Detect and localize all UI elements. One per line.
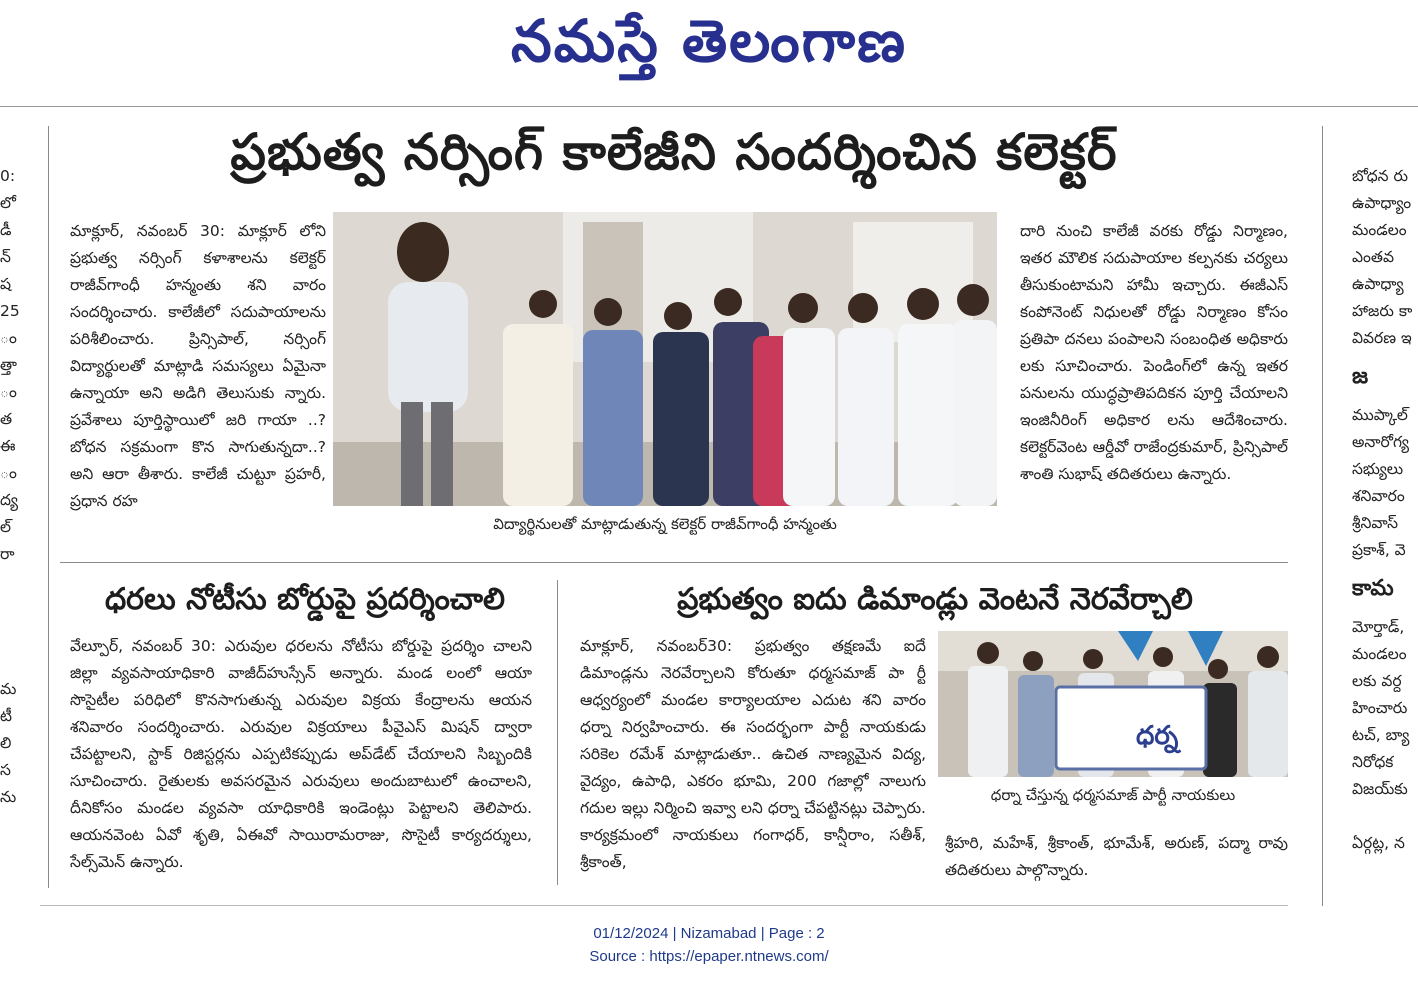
main-story-photo [333, 212, 997, 506]
left-edge-fragment: ం [0, 383, 17, 401]
left-edge-fragment: 0: [0, 167, 16, 185]
right-edge-fragment: మండలం [1352, 645, 1407, 663]
dharna-photo-figure [938, 631, 1288, 777]
section-divider [60, 562, 1288, 563]
left-edge-fragment: ను [0, 788, 17, 806]
left-edge-fragment: 25 [0, 302, 20, 320]
left-edge-fragment: త [0, 410, 13, 428]
right-edge-fragment: ప్రకాశ్, వె [1352, 541, 1406, 559]
left-edge-fragment: ష [0, 275, 12, 293]
right-edge-fragment: మండలం [1352, 221, 1407, 239]
dharna-photo [938, 631, 1288, 777]
left-edge-fragment [0, 649, 22, 676]
right-edge-fragment: హించారు [1352, 699, 1408, 717]
right-edge-fragment: ఏర్గట్ల, న [1352, 834, 1405, 852]
left-edge-fragment: మ [0, 680, 17, 698]
page-bottom-rule [40, 905, 1288, 906]
masthead-title: నమస్తే తెలంగాణ [511, 6, 907, 75]
right-edge-fragment: సభ్యులు [1352, 460, 1404, 478]
right-edge-fragment: అనారోగ్య [1352, 433, 1410, 451]
right-edge-fragment: శనివారం [1352, 487, 1405, 505]
left-edge-fragment [0, 622, 22, 649]
right-edge-fragment: ఉపాధ్యా [1352, 275, 1404, 293]
footer-date-line: 01/12/2024 | Nizamabad | Page : 2 [593, 925, 825, 942]
left-edge-fragment: డీ [0, 221, 12, 239]
story-left-headline: ధరలు నోటీసు బోర్డుపై ప్రదర్శించాలి [105, 582, 505, 617]
right-edge-fragment: ముప్కాల్ [1352, 406, 1408, 424]
left-edge-fragment: త్తా [0, 356, 17, 374]
right-edge-fragment: లకు వర్ద [1352, 672, 1402, 690]
masthead-rule [0, 106, 1418, 107]
left-edge-fragment [0, 568, 22, 595]
left-edge-fragment: ద్య [0, 491, 18, 509]
right-edge-headline-fragment: కామ [1352, 576, 1394, 601]
left-edge-fragment [0, 595, 22, 622]
right-edge-fragment: హాజరు కా [1352, 302, 1413, 320]
lower-column-divider [557, 580, 558, 885]
right-edge-fragment: నిరోధక [1352, 753, 1394, 771]
right-edge-fragment: బోధన రు [1352, 167, 1409, 185]
left-edge-fragment: న్ [0, 248, 11, 266]
main-photo-caption: విద్యార్థినులతో మాట్లాడుతున్న కలెక్టర్ రాజీవ్‌గాంధీ హన్మంతు [493, 515, 837, 533]
left-edge-fragment: లి [0, 734, 12, 752]
left-edge-fragment: ం [0, 329, 17, 347]
main-story-col2: దారి నుంచి కాలేజీ వరకు రోడ్డు నిర్మాణం, ఇతర మౌలిక సదుపాయాల కల్పనకు చర్యలు తీసుకుంటామని హామీ ఇచ్చారు. ఈజీఎస్ కంపోనెంట్ నిధులతో రోడ్డు నిర్మాణం కోసం ప్రతిపా దనలు పంపాలని సంబంధిత అధికారు లకు సూచించారు. పెండింగ్‌లో ఉన్న ఇతర పనులను యుద్ధప్రాతిపదికన పూర్తి చేయాలని ఇంజినీరింగ్ అధికార లను ఆదేశించారు. కలెక్టర్‌వెంట ఆర్డీవో రాజేంద్రకుమార్, ప్రిన్సిపాల్ శాంతి సుభాష్ తదితరులు ఉన్నారు. [1020, 222, 1288, 483]
footer-source-line: Source : https://epaper.ntnews.com/ [589, 948, 829, 965]
right-edge-fragment: మోర్తాడ్, [1352, 618, 1405, 636]
story-right-headline: ప్రభుత్వం ఐదు డిమాండ్లు వెంటనే నెరవేర్చాలి [677, 582, 1193, 617]
newspaper-masthead [0, 0, 1418, 96]
left-edge-fragment: ం [0, 464, 17, 482]
left-edge-fragment: స [0, 761, 11, 779]
nursing-college-photo-figure [333, 212, 997, 506]
left-edge-fragment: ల్ [0, 518, 11, 536]
right-edge-fragment: శ్రీనివాస్ [1352, 514, 1399, 532]
right-edge-fragment: ఎంతవ [1352, 248, 1394, 266]
story-right-body-tail: శ్రీహరి, మహేశ్, శ్రీకాంత్, భూమేశ్, అరుణ్, పద్మా రావు తదితరులు పాల్గొన్నారు. [945, 834, 1288, 879]
left-edge-fragment: లో [0, 194, 16, 212]
right-edge-fragment: ఉపాధ్యాం [1352, 194, 1412, 212]
story-left-body: వేల్పూర్, నవంబర్ 30: ఎరువుల ధరలను నోటీసు బోర్డుపై ప్రదర్శిం చాలని జిల్లా వ్యవసాయాధికారి వాజీద్‌హుస్సేన్ అన్నారు. మండ లంలో ఆయా సొసైటీల పరిధిలో కొనసాగుతున్న ఎరువుల విక్రయ కేంద్రాలను ఆయన శనివారం సందర్శించారు. ఎరువుల విక్రయాలు పీవైఎస్ మిషన్ ద్వారా చేపట్టాలని, స్టాక్ రిజిస్టర్లను ఎప్పటికప్పుడు అప్‌డేట్ చేయాలని సిబ్బందికి సూచించారు. రైతులకు అవసరమైన ఎరువులు అందుబాటులో ఉంచాలని, దీనికోసం మండల వ్యవసా యాధికారికి ఇండెంట్లు పెట్టాలని తెలిపారు. ఆయనవెంట ఏవో శృతి, ఏఈవో సాయిరామరాజు, సొసైటీ కార్యదర్శులు, సేల్స్‌మెన్ ఉన్నారు. [70, 637, 532, 871]
right-column-divider [1322, 126, 1323, 906]
story-right-body: మాక్లూర్, నవంబర్30: ప్రభుత్వం తక్షణమే ఐదే డిమాండ్లను నెరవేర్చాలని కోరుతూ ధర్మసమాజ్ పా ర్టీ ఆధ్వర్యంలో మండల కార్యాలయాల ఎదుట శని వారం ధర్నా నిర్వహించారు. ఈ సందర్భంగా పార్టీ నాయకుడు సరికెల రమేశ్ మాట్లాడుతూ.. ఉచిత నాణ్యమైన విద్య, వైద్యం, ఉపాధి, ఎకరం భూమి, 200 గజాల్లో నాలుగు గదుల ఇల్లు నిర్మించి ఇవ్వా లని ధర్నా చేపట్టినట్లు చెప్పారు. కార్యక్రమంలో నాయకులు గంగాధర్, కాన్షీరాం, సతీశ్, శ్రీకాంత్, [580, 637, 926, 871]
right-edge-fragment: విజయ్‌కు [1352, 780, 1408, 798]
right-edge-spacer [1352, 803, 1418, 830]
dharna-banner-text: ధర్న [1136, 721, 1179, 751]
left-edge-fragment: ఈ [0, 437, 16, 455]
right-edge-fragment: వివరణ ఇ [1352, 329, 1412, 347]
left-edge-clipped-text [0, 163, 22, 863]
main-story-col1: మాక్లూర్, నవంబర్ 30: మాక్లూర్ లోని ప్రభుత్వ నర్సింగ్ కళాశాలను కలెక్టర్ రాజీవ్‌గాంధీ హన్మంతు శని వారం సందర్శించారు. కాలేజీలో సదుపాయాలను పరిశీలించారు. ప్రిన్సిపాల్, నర్సింగ్ విద్యార్థులతో మాట్లాడి సమస్యలు ఏమైనా ఉన్నాయా అని అడిగి తెలుసుకు న్నారు. ప్రవేశాలు పూర్తిస్థాయిలో జరి గాయా ..? బోధన సక్రమంగా కొన సాగుతున్నదా..? అని ఆరా తీశారు. కాలేజీ చుట్టూ ప్రహరీ, ప్రధాన రహ [70, 222, 326, 510]
left-edge-fragment: రా [0, 545, 15, 563]
right-edge-fragment: టచ్, బ్యా [1352, 726, 1410, 744]
left-column-divider [48, 126, 49, 888]
left-edge-fragment: టీ [0, 707, 12, 725]
dharna-photo-caption: ధర్నా చేస్తున్న ధర్మసమాజ్ పార్టీ నాయకులు [990, 786, 1236, 804]
right-edge-clipped-text [1352, 163, 1418, 905]
right-edge-headline-fragment: జ [1352, 364, 1369, 389]
main-headline: ప్రభుత్వ నర్సింగ్ కాలేజీని సందర్శించిన కలెక్టర్ [230, 122, 1118, 181]
